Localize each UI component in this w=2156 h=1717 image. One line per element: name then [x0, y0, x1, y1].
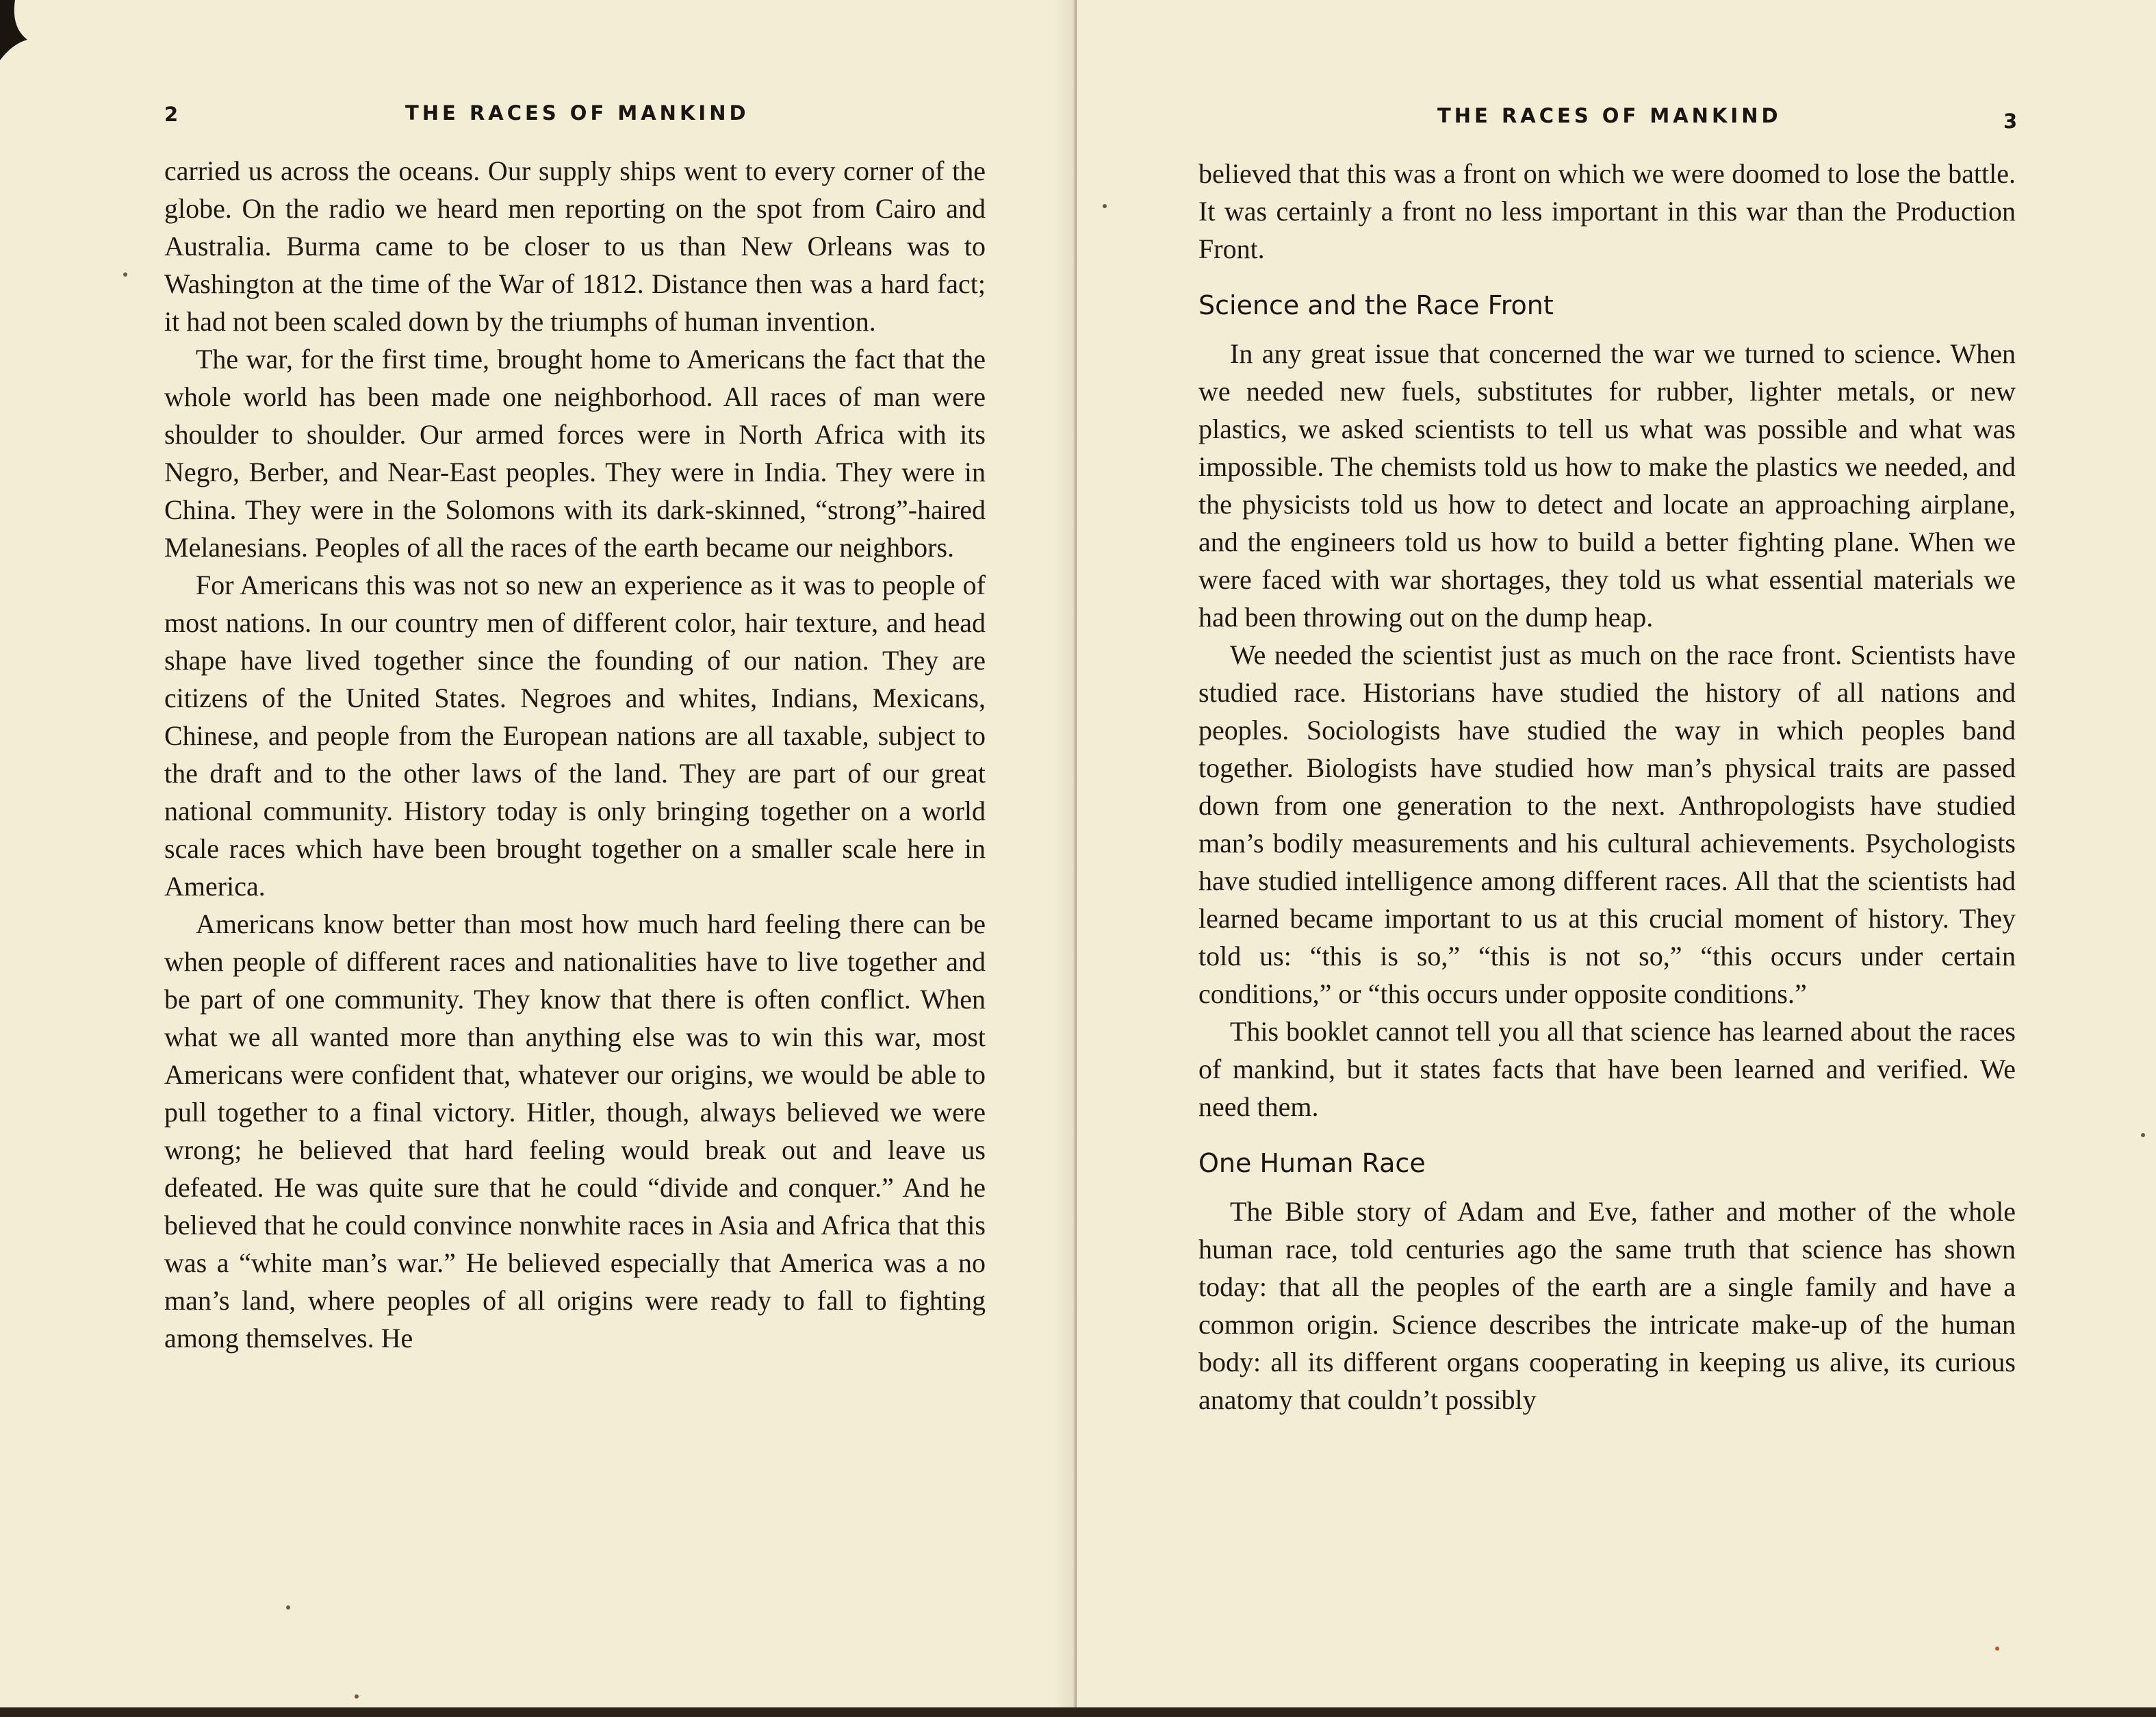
- right-page: [1077, 0, 2156, 1717]
- page-corner-fold-icon: [0, 0, 41, 68]
- left-body-text: [164, 152, 986, 1357]
- right-paragraph-4: The Bible story of Adam and Eve, father and mother of the whole human race, told centuries ago the same truth that science has shown today: that all the peoples of the earth are a single family and have a common origin. Science describes the intricate make-up of the human body: all its different organs cooperating in keeping us alive, its curious anatomy that couldn’t possibly: [1198, 1196, 2016, 1415]
- left-page: [0, 0, 1077, 1717]
- paper-speck: [1103, 204, 1107, 208]
- right-paragraph-2: We needed the scientist just as much on the race front. Scientists have studied race. Historians have studied the history of all nations and peoples. Sociologists have studied the way in which peoples band together. Biologists have studied how man’s physical traits are passed down from one generation to the next. Anthropologists have studied man’s bodily measurements and his cultural achievements. Psychologists have studied intelligence among different races. All that the scientists had learned became important to us at this crucial moment of history. They told us: “this is so,” “this is not so,” “this occurs under certain conditions,” or “this occurs under opposite conditions.”: [1198, 639, 2016, 1009]
- left-running-head: THE RACES OF MANKIND: [405, 101, 749, 125]
- paper-speck: [286, 1605, 290, 1610]
- paper-speck: [123, 272, 127, 277]
- section-heading-science-race-front: Science and the Race Front: [1198, 290, 1554, 320]
- right-paragraph-3: This booklet cannot tell you all that science has learned about the races of mankind, but it states facts that have been learned and verified. We need them.: [1198, 1016, 2016, 1122]
- right-body-text: [1198, 155, 2016, 1419]
- left-paragraph-2: The war, for the first time, brought home to Americans the fact that the whole world has been made one neighborhood. All races of man were shoulder to shoulder. Our armed forces were in North Africa with its Negro, Berber, and Near-East peoples. They were in India. They were in China. They were in the Solomons with its dark-skinned, “strong”-haired Melanesians. Peoples of all the races of the earth became our neighbors.: [164, 344, 986, 563]
- right-page-number: 3: [2003, 110, 2018, 133]
- paper-speck: [2141, 1133, 2145, 1137]
- paper-speck: [355, 1694, 359, 1699]
- left-paragraph-3: For Americans this was not so new an experience as it was to people of most nations. In our country men of different color, hair texture, and head shape have lived together since the founding of our nation. They are citizens of the United States. Negroes and whites, Indians, Mexicans, Chinese, and people from the European nations are all taxable, subject to the draft and to the other laws of the land. They are part of our great national community. History today is only bringing together on a world scale races which have been brought together on a smaller scale here in America.: [164, 570, 986, 902]
- right-intro-paragraph: believed that this was a front on which we were doomed to lose the battle. It was certainly a front no less important in this war than the Production Front.: [1198, 158, 2016, 264]
- right-running-head: THE RACES OF MANKIND: [1437, 104, 1782, 127]
- paper-speck: [1995, 1646, 1999, 1651]
- left-paragraph-4: Americans know better than most how much hard feeling there can be when people of different races and nationalities have to live together and be part of one community. They know that there is often conflict. When what we all wanted more than anything else was to win this war, most Americans were confident that, whatever our origins, we would be able to pull together to a final victory. Hitler, though, always believed we were wrong; he believed that hard feeling would break out and leave us defeated. He was quite sure that he could “divide and conquer.” And he believed that he could convince nonwhite races in Asia and Africa that this was a “white man’s war.” He believed especially that America was a no man’s land, where peoples of all origins were ready to fall to fighting among themselves. He: [164, 908, 986, 1353]
- section-heading-one-human-race: One Human Race: [1198, 1148, 1426, 1178]
- left-paragraph-1: carried us across the oceans. Our supply ships went to every corner of the globe. On the radio we heard men reporting on the spot from Cairo and Australia. Burma came to be closer to us than New Orleans was to Washington at the time of the War of 1812. Distance then was a hard fact; it had not been scaled down by the triumphs of human invention.: [164, 155, 986, 337]
- scan-bottom-edge: [0, 1707, 2156, 1717]
- right-paragraph-1: In any great issue that concerned the war we turned to science. When we needed new fuels, substitutes for rubber, lighter metals, or new plastics, we asked scientists to tell us what was possible and what was impossible. The chemists told us how to make the plastics we needed, and the physicists told us how to detect and locate an approaching airplane, and the engineers told us how to build a better fighting plane. When we were faced with war shortages, they told us what essential materials we had been throwing out on the dump heap.: [1198, 338, 2016, 633]
- left-page-number: 2: [164, 103, 179, 126]
